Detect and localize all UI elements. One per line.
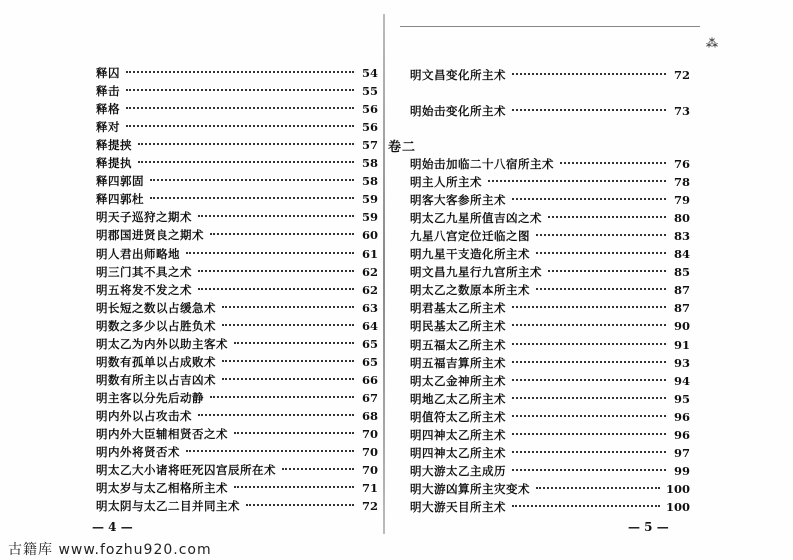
dot-leader	[222, 306, 354, 308]
toc-entry-page: 70	[361, 427, 378, 441]
toc-entry-title: 明值符太乙所主术	[410, 409, 506, 424]
dot-leader	[246, 504, 354, 506]
toc-entry[interactable]	[96, 208, 378, 226]
toc-entry[interactable]	[410, 354, 690, 372]
toc-entry[interactable]	[96, 353, 378, 371]
dot-leader	[198, 270, 354, 272]
toc-entry-title: 明君基太乙所主术	[410, 301, 506, 316]
toc-entry-title: 明郡国进贤良之期术	[96, 228, 204, 243]
toc-entry-title: 释击	[96, 84, 120, 99]
toc-entry-page: 60	[361, 228, 378, 243]
dot-leader	[198, 288, 354, 290]
dot-leader	[512, 379, 666, 381]
dot-leader	[186, 450, 354, 452]
toc-entry-title: 释格	[96, 102, 120, 117]
dot-leader	[512, 469, 666, 471]
toc-entry-title: 明四神太乙所主术	[410, 427, 506, 442]
toc-entry-title: 明太乙金神所主术	[410, 373, 506, 388]
toc-entry-page: 54	[361, 66, 378, 80]
toc-entry[interactable]	[96, 443, 378, 461]
toc-entry-page: 58	[361, 174, 378, 189]
dot-leader	[512, 306, 666, 308]
toc-entry[interactable]	[96, 118, 378, 136]
toc-entry-title: 明文昌变化所主术	[410, 68, 506, 82]
toc-entry-title: 明太乙为内外以助主客术	[96, 336, 228, 351]
toc-entry[interactable]	[410, 462, 690, 480]
toc-entry-page: 87	[673, 301, 690, 316]
dot-leader	[560, 162, 666, 164]
toc-entry-title: 明文昌九星行九宫所主术	[410, 265, 542, 280]
toc-entry-title: 九星八宫定位迁临之图	[410, 229, 530, 244]
dot-leader	[150, 179, 354, 181]
toc-entry-page: 93	[673, 355, 690, 370]
toc-entry-title: 明太乙大小诸将旺死囚宫辰所在术	[96, 463, 276, 478]
toc-entry-title: 明大游天目所主术	[410, 499, 506, 514]
dot-leader	[186, 252, 354, 254]
toc-entry-title: 明地乙太乙所主术	[410, 391, 506, 406]
toc-entry[interactable]	[96, 100, 378, 118]
toc-entry-title: 释提执	[96, 156, 132, 171]
toc-entry[interactable]	[96, 479, 378, 497]
toc-entry-page: 58	[361, 156, 378, 171]
toc-entry-page: 66	[361, 372, 378, 387]
dot-leader	[126, 89, 354, 91]
toc-entry-title: 释对	[96, 120, 120, 135]
toc-entry-title: 明太岁与太乙相格所主术	[96, 481, 228, 496]
toc-entry-title: 明数有所主以占吉凶术	[96, 372, 216, 387]
dot-leader	[512, 415, 666, 417]
toc-entry[interactable]	[410, 209, 690, 227]
dot-leader	[536, 487, 660, 489]
dot-leader	[512, 433, 666, 435]
dot-leader	[512, 505, 660, 507]
toc-entry-page: 59	[361, 210, 378, 225]
toc-entry-page: 56	[361, 120, 378, 135]
toc-entry-page: 91	[673, 337, 690, 352]
toc-entry[interactable]	[96, 371, 378, 389]
toc-entry[interactable]	[96, 317, 378, 335]
toc-entry-page: 84	[673, 247, 690, 262]
toc-entry-page: 85	[673, 265, 690, 280]
toc-entry[interactable]	[96, 407, 378, 425]
toc-entry-page: 94	[673, 373, 690, 388]
toc-entry-title: 释四郭固	[96, 174, 144, 189]
toc-entry-page: 100	[665, 499, 690, 514]
toc-entry[interactable]	[410, 317, 690, 335]
toc-entry[interactable]	[96, 82, 378, 100]
toc-entry[interactable]	[96, 136, 378, 154]
toc-entry-page: 80	[673, 211, 690, 226]
toc-entry-title: 释囚	[96, 66, 120, 80]
toc-entry[interactable]	[96, 263, 378, 281]
toc-entry-title: 释提挟	[96, 138, 132, 153]
dot-leader	[512, 397, 666, 399]
toc-entry-title: 明五福太乙所主术	[410, 337, 506, 352]
dot-leader	[210, 233, 354, 235]
toc-entry[interactable]	[96, 497, 378, 515]
toc-entry-title: 明内外以占攻击术	[96, 408, 192, 423]
dot-leader	[222, 324, 354, 326]
dot-leader	[138, 143, 354, 145]
toc-entry-page: 70	[361, 463, 378, 478]
toc-entry-title: 明客大客参所主术	[410, 193, 506, 208]
toc-entry-page: 68	[361, 408, 378, 423]
dot-leader	[138, 161, 354, 163]
toc-entry-title: 明太乙之数原本所主术	[410, 283, 530, 298]
toc-entry[interactable]	[410, 227, 690, 245]
toc-entry[interactable]	[96, 64, 378, 82]
toc-entry-title: 明大游太乙主成历	[410, 463, 506, 478]
toc-entry-title: 明内外将贤否术	[96, 445, 180, 460]
toc-entry-page: 96	[673, 427, 690, 442]
toc-entry-page: 99	[673, 463, 690, 478]
toc-entry[interactable]	[410, 408, 690, 426]
toc-entry-title: 明五将发不发之术	[96, 282, 192, 297]
toc-entry-page: 63	[361, 300, 378, 315]
dot-leader	[512, 361, 666, 363]
toc-entry-page: 76	[673, 157, 690, 171]
toc-entry-page: 70	[361, 445, 378, 460]
dot-leader	[512, 451, 666, 453]
toc-entry[interactable]	[410, 102, 690, 120]
dot-leader	[126, 71, 354, 73]
dot-leader	[536, 234, 666, 236]
toc-entry-page: 65	[361, 354, 378, 369]
toc-entry-page: 71	[361, 481, 378, 496]
toc-entry-title: 明太乙九星所值吉凶之术	[410, 211, 542, 226]
book-spine	[383, 14, 385, 534]
toc-entry[interactable]	[96, 226, 378, 244]
dot-leader	[512, 109, 666, 111]
toc-entry[interactable]	[96, 245, 378, 263]
toc-entry-title: 明始击变化所主术	[410, 104, 506, 118]
toc-entry[interactable]	[96, 335, 378, 353]
toc-entry-page: 100	[665, 481, 690, 496]
toc-entry[interactable]	[410, 245, 690, 263]
dot-leader	[198, 414, 354, 416]
toc-entry-title: 明四神太乙所主术	[410, 445, 506, 460]
toc-entry-page: 97	[673, 445, 690, 460]
left-page-number: — 4 —	[92, 520, 133, 534]
toc-entry-title: 明太阴与太乙二目并同主术	[96, 499, 240, 514]
toc-entry[interactable]	[410, 498, 690, 516]
dot-leader	[548, 270, 666, 272]
dot-leader	[548, 216, 666, 218]
toc-entry[interactable]	[96, 281, 378, 299]
toc-entry[interactable]	[410, 390, 690, 408]
dot-leader	[234, 432, 354, 434]
dot-leader	[536, 288, 666, 290]
toc-entry-title: 明民基太乙所主术	[410, 319, 506, 334]
toc-entry-title: 明大游凶算所主灾变术	[410, 481, 530, 496]
toc-entry-page: 55	[361, 84, 378, 99]
right-page-number: — 5 —	[628, 520, 669, 534]
dot-leader	[222, 360, 354, 362]
toc-entry-page: 62	[361, 264, 378, 279]
toc-entry-title: 明天子巡狩之期术	[96, 210, 192, 225]
top-rule	[400, 26, 700, 27]
toc-entry[interactable]	[96, 389, 378, 407]
toc-entry-title: 明数之多少以占胜负术	[96, 318, 216, 333]
dot-leader	[198, 215, 354, 217]
toc-entry[interactable]	[410, 336, 690, 354]
dot-leader	[512, 73, 666, 75]
toc-entry-title: 明数有孤单以占成败术	[96, 354, 216, 369]
dot-leader	[126, 107, 354, 109]
toc-entry-page: 57	[361, 138, 378, 153]
toc-entry-page: 87	[673, 283, 690, 298]
toc-entry[interactable]	[410, 191, 690, 209]
toc-entry-page: 73	[673, 104, 690, 118]
corner-mark: ⁂	[706, 36, 718, 50]
toc-entry-title: 明五福吉算所主术	[410, 355, 506, 370]
toc-entry-page: 90	[673, 319, 690, 334]
toc-entry[interactable]	[410, 426, 690, 444]
dot-leader	[512, 198, 666, 200]
toc-entry-page: 72	[361, 499, 378, 514]
toc-entry-title: 明九星干支造化所主术	[410, 247, 530, 262]
toc-entry-title: 明主人所主术	[410, 175, 482, 190]
dot-leader	[234, 486, 354, 488]
toc-entry-page: 79	[673, 193, 690, 208]
toc-entry-page: 96	[673, 409, 690, 424]
toc-entry-title: 明三门其不具之术	[96, 264, 192, 279]
toc-entry-title: 明长短之数以占缓急术	[96, 300, 216, 315]
toc-entry-page: 64	[361, 318, 378, 333]
toc-entry-title: 明主客以分先后动静	[96, 390, 204, 405]
dot-leader	[488, 180, 666, 182]
dot-leader	[512, 324, 666, 326]
toc-entry[interactable]	[410, 263, 690, 281]
dot-leader	[282, 468, 354, 470]
footer-watermark: 古籍库 www.fozhu920.com	[8, 542, 212, 558]
toc-entry[interactable]	[96, 172, 378, 190]
dot-leader	[512, 343, 666, 345]
toc-entry[interactable]	[410, 444, 690, 462]
toc-entry-page: 83	[673, 229, 690, 244]
toc-entry[interactable]	[410, 66, 690, 84]
toc-entry[interactable]	[410, 372, 690, 390]
toc-entry-page: 62	[361, 282, 378, 297]
toc-entry-title: 释四郭杜	[96, 192, 144, 207]
toc-entry-page: 61	[361, 246, 378, 261]
dot-leader	[234, 342, 354, 344]
toc-entry-page: 65	[361, 336, 378, 351]
volume-heading: 卷二	[388, 140, 417, 155]
toc-entry-page: 59	[361, 192, 378, 207]
toc-entry-page: 78	[673, 175, 690, 190]
toc-entry[interactable]	[96, 425, 378, 443]
toc-entry[interactable]	[96, 299, 378, 317]
toc-entry-page: 72	[673, 68, 690, 82]
toc-entry[interactable]	[96, 154, 378, 172]
toc-entry[interactable]	[410, 299, 690, 317]
toc-entry-title: 明内外大臣辅相贤否之术	[96, 427, 228, 441]
dot-leader	[126, 125, 354, 127]
dot-leader	[150, 197, 354, 199]
toc-entry[interactable]	[410, 173, 690, 191]
dot-leader	[222, 378, 354, 380]
dot-leader	[536, 252, 666, 254]
toc-entry[interactable]	[96, 461, 378, 479]
dot-leader	[210, 396, 354, 398]
toc-entry-title: 明始击加临二十八宿所主术	[410, 157, 554, 171]
toc-entry[interactable]	[96, 190, 378, 208]
toc-entry[interactable]	[410, 480, 690, 498]
toc-entry-title: 明人君出师略地	[96, 246, 180, 261]
toc-entry-page: 56	[361, 102, 378, 117]
toc-entry-page: 67	[361, 390, 378, 405]
toc-entry[interactable]	[410, 155, 690, 173]
toc-entry[interactable]	[410, 281, 690, 299]
toc-entry-page: 95	[673, 391, 690, 406]
